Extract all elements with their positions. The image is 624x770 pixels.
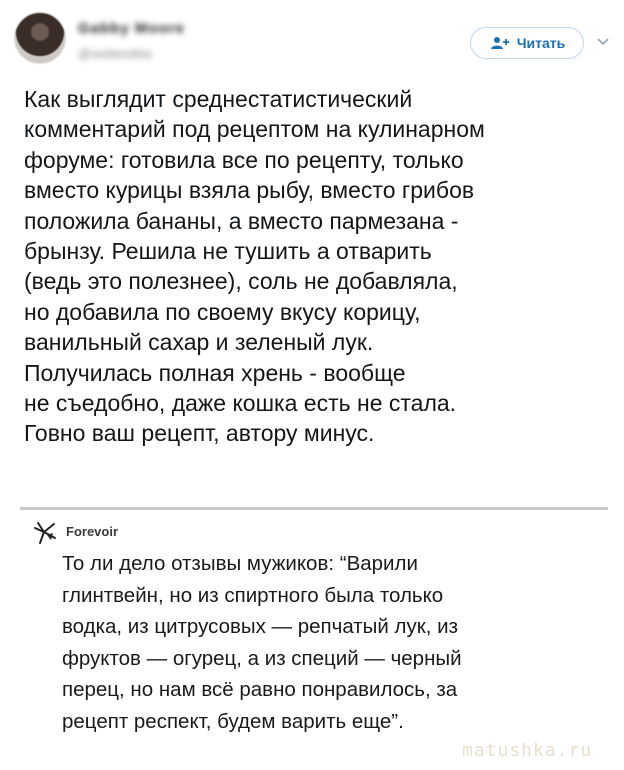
author-display-name[interactable]: Gabby Moore [78,20,185,37]
comment-text: То ли дело отзывы мужиков: “Варили глинтвейн, но из спиртного была только водка, из цитрусовых — репчатый лук, из фруктов — огурец, а из специй — черный перец, но нам всё равно понравилось, за рецепт респект, будем варить еще”. [62,552,462,733]
chevron-down-icon[interactable] [596,37,610,47]
follow-button-label: Читать [516,35,566,51]
watermark: matushka.ru [462,740,593,761]
hand-drawn-logo-icon [32,520,58,546]
tweet-text: Как выглядит среднестатистический комментарий под рецептом на кулинарном форуме: готовила все по рецепту, только вместо курицы взяла рыбу, вместо грибов положила бананы, а вместо пармезана - брынзу. Решила не тушить а отварить (ведь это полезнее), соль не добавляла, но добавила по своему вкусу корицу, ванильный сахар и зеленый лук. Получилась полная хрень - вообще не съедобно, даже кошка есть не стала. Говно ваш рецепт, автору минус. [24,86,485,447]
avatar[interactable] [14,12,66,64]
comment-author[interactable]: Forevoir [66,524,119,539]
follow-button[interactable] [470,27,584,59]
author-handle[interactable]: @sodanobia [78,46,152,61]
divider [20,507,608,510]
add-user-icon [489,36,511,50]
tweet-header [0,0,624,80]
